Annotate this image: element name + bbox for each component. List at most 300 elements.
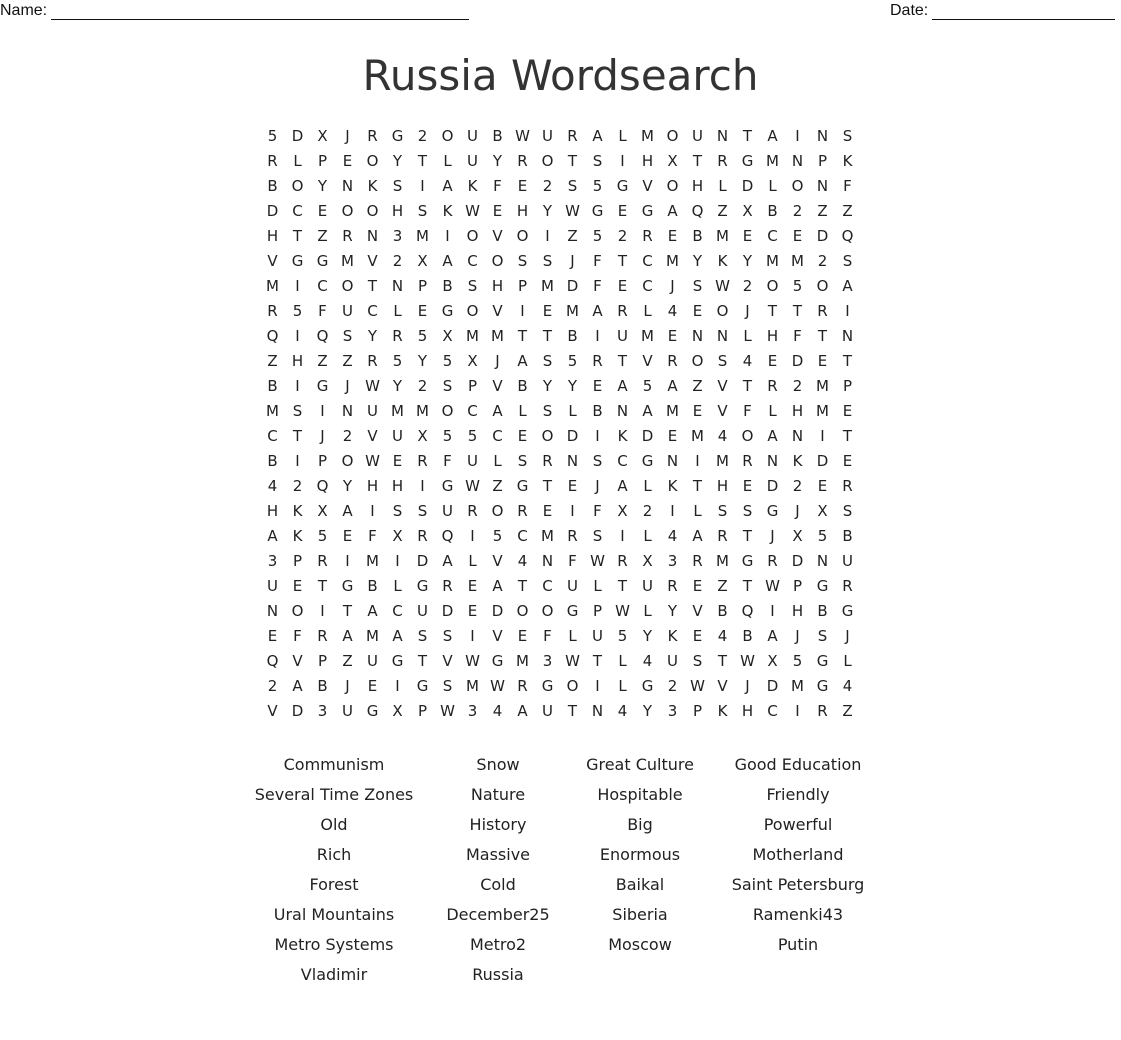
- grid-letter[interactable]: I: [820, 427, 825, 445]
- grid-letter[interactable]: C: [367, 302, 378, 320]
- grid-letter[interactable]: V: [492, 627, 503, 645]
- grid-letter[interactable]: L: [743, 327, 752, 345]
- grid-letter[interactable]: O: [516, 227, 529, 245]
- grid-letter[interactable]: V: [642, 352, 653, 370]
- grid-letter[interactable]: W: [565, 202, 580, 220]
- grid-letter[interactable]: V: [267, 252, 278, 270]
- grid-letter[interactable]: O: [341, 452, 354, 470]
- grid-letter[interactable]: X: [667, 152, 678, 170]
- grid-letter[interactable]: E: [542, 502, 553, 520]
- grid-letter[interactable]: O: [566, 677, 579, 695]
- grid-letter[interactable]: U: [467, 127, 478, 145]
- grid-letter[interactable]: O: [741, 427, 754, 445]
- grid-letter[interactable]: R: [267, 302, 278, 320]
- grid-letter[interactable]: P: [317, 152, 328, 170]
- grid-letter[interactable]: K: [792, 452, 803, 470]
- grid-letter[interactable]: 2: [617, 227, 628, 245]
- grid-letter[interactable]: G: [816, 577, 829, 595]
- grid-letter[interactable]: O: [541, 152, 554, 170]
- grid-letter[interactable]: 4: [517, 552, 528, 570]
- grid-letter[interactable]: S: [592, 152, 603, 170]
- grid-letter[interactable]: 5: [642, 377, 653, 395]
- grid-letter[interactable]: U: [267, 577, 278, 595]
- grid-letter[interactable]: X: [417, 427, 428, 445]
- grid-letter[interactable]: D: [816, 452, 829, 470]
- grid-letter[interactable]: O: [541, 427, 554, 445]
- grid-letter[interactable]: J: [345, 377, 350, 395]
- grid-letter[interactable]: Z: [492, 477, 503, 495]
- grid-letter[interactable]: C: [767, 227, 778, 245]
- grid-letter[interactable]: V: [492, 552, 503, 570]
- grid-letter[interactable]: I: [845, 302, 850, 320]
- grid-letter[interactable]: L: [568, 627, 577, 645]
- grid-letter[interactable]: N: [266, 602, 279, 620]
- grid-letter[interactable]: Y: [567, 377, 578, 395]
- grid-letter[interactable]: E: [842, 452, 853, 470]
- grid-letter[interactable]: R: [517, 152, 528, 170]
- grid-letter[interactable]: N: [816, 552, 829, 570]
- grid-letter[interactable]: P: [467, 377, 478, 395]
- date-blank-line[interactable]: [932, 2, 1115, 20]
- grid-letter[interactable]: A: [492, 402, 503, 420]
- grid-letter[interactable]: I: [395, 677, 400, 695]
- grid-letter[interactable]: 2: [667, 677, 678, 695]
- grid-letter[interactable]: I: [620, 152, 625, 170]
- grid-letter[interactable]: T: [767, 302, 778, 320]
- grid-letter[interactable]: 4: [667, 527, 678, 545]
- grid-letter[interactable]: S: [817, 627, 828, 645]
- grid-letter[interactable]: Z: [342, 352, 353, 370]
- grid-letter[interactable]: U: [342, 702, 353, 720]
- grid-letter[interactable]: V: [292, 652, 303, 670]
- grid-letter[interactable]: 5: [442, 427, 453, 445]
- grid-letter[interactable]: M: [666, 252, 679, 270]
- grid-letter[interactable]: S: [442, 377, 453, 395]
- grid-letter[interactable]: A: [342, 502, 353, 520]
- grid-letter[interactable]: K: [667, 477, 678, 495]
- grid-letter[interactable]: B: [317, 677, 328, 695]
- grid-letter[interactable]: O: [516, 602, 529, 620]
- grid-letter[interactable]: B: [367, 577, 378, 595]
- grid-letter[interactable]: S: [442, 677, 453, 695]
- grid-letter[interactable]: G: [341, 577, 354, 595]
- grid-letter[interactable]: B: [842, 527, 853, 545]
- grid-letter[interactable]: W: [440, 702, 455, 720]
- grid-letter[interactable]: V: [492, 302, 503, 320]
- grid-letter[interactable]: F: [443, 452, 452, 470]
- grid-letter[interactable]: E: [542, 302, 553, 320]
- grid-letter[interactable]: X: [767, 652, 778, 670]
- grid-letter[interactable]: H: [366, 477, 379, 495]
- grid-letter[interactable]: Y: [642, 702, 653, 720]
- grid-letter[interactable]: Z: [317, 352, 328, 370]
- grid-letter[interactable]: I: [545, 227, 550, 245]
- grid-letter[interactable]: 5: [792, 652, 803, 670]
- grid-letter[interactable]: D: [816, 227, 829, 245]
- grid-letter[interactable]: P: [517, 277, 528, 295]
- grid-letter[interactable]: R: [517, 677, 528, 695]
- grid-letter[interactable]: W: [615, 602, 630, 620]
- grid-letter[interactable]: 2: [742, 277, 753, 295]
- grid-letter[interactable]: U: [542, 127, 553, 145]
- grid-letter[interactable]: B: [692, 227, 703, 245]
- grid-letter[interactable]: G: [441, 477, 454, 495]
- grid-letter[interactable]: O: [366, 152, 379, 170]
- grid-letter[interactable]: J: [595, 477, 600, 495]
- grid-letter[interactable]: U: [367, 652, 378, 670]
- grid-letter[interactable]: B: [267, 177, 278, 195]
- grid-letter[interactable]: K: [292, 502, 303, 520]
- grid-letter[interactable]: P: [792, 577, 803, 595]
- grid-letter[interactable]: 2: [392, 252, 403, 270]
- grid-letter[interactable]: Y: [367, 327, 378, 345]
- grid-letter[interactable]: L: [643, 302, 652, 320]
- grid-letter[interactable]: R: [617, 302, 628, 320]
- grid-letter[interactable]: I: [795, 127, 800, 145]
- grid-letter[interactable]: G: [366, 702, 379, 720]
- grid-letter[interactable]: E: [692, 302, 703, 320]
- grid-letter[interactable]: K: [842, 152, 853, 170]
- grid-letter[interactable]: V: [492, 227, 503, 245]
- grid-letter[interactable]: P: [417, 277, 428, 295]
- grid-letter[interactable]: G: [316, 252, 329, 270]
- grid-letter[interactable]: 5: [392, 352, 403, 370]
- grid-letter[interactable]: R: [767, 377, 778, 395]
- grid-letter[interactable]: L: [568, 402, 577, 420]
- grid-letter[interactable]: R: [592, 352, 603, 370]
- grid-letter[interactable]: R: [617, 552, 628, 570]
- grid-letter[interactable]: O: [291, 602, 304, 620]
- grid-letter[interactable]: F: [843, 177, 852, 195]
- grid-letter[interactable]: T: [742, 577, 753, 595]
- grid-letter[interactable]: N: [841, 327, 854, 345]
- grid-letter[interactable]: S: [417, 627, 428, 645]
- grid-letter[interactable]: R: [567, 127, 578, 145]
- grid-letter[interactable]: O: [666, 177, 679, 195]
- grid-letter[interactable]: N: [391, 277, 404, 295]
- grid-letter[interactable]: X: [617, 502, 628, 520]
- grid-letter[interactable]: M: [516, 652, 529, 670]
- grid-letter[interactable]: B: [767, 202, 778, 220]
- grid-letter[interactable]: D: [491, 602, 504, 620]
- grid-letter[interactable]: O: [441, 402, 454, 420]
- grid-letter[interactable]: T: [367, 277, 378, 295]
- grid-letter[interactable]: G: [816, 677, 829, 695]
- grid-letter[interactable]: H: [516, 202, 529, 220]
- grid-letter[interactable]: J: [745, 677, 750, 695]
- grid-letter[interactable]: M: [341, 252, 354, 270]
- grid-letter[interactable]: S: [342, 327, 353, 345]
- grid-letter[interactable]: 3: [267, 552, 278, 570]
- grid-letter[interactable]: P: [317, 452, 328, 470]
- grid-letter[interactable]: T: [592, 652, 603, 670]
- grid-letter[interactable]: U: [467, 152, 478, 170]
- grid-letter[interactable]: L: [393, 302, 402, 320]
- grid-letter[interactable]: I: [595, 327, 600, 345]
- grid-letter[interactable]: T: [742, 377, 753, 395]
- grid-letter[interactable]: O: [341, 202, 354, 220]
- grid-letter[interactable]: W: [765, 577, 780, 595]
- grid-letter[interactable]: L: [843, 652, 852, 670]
- grid-letter[interactable]: N: [341, 177, 354, 195]
- grid-letter[interactable]: S: [692, 277, 703, 295]
- grid-letter[interactable]: W: [465, 477, 480, 495]
- grid-letter[interactable]: 5: [267, 127, 278, 145]
- grid-letter[interactable]: A: [517, 352, 528, 370]
- grid-letter[interactable]: V: [642, 177, 653, 195]
- grid-letter[interactable]: B: [742, 627, 753, 645]
- grid-letter[interactable]: T: [292, 227, 303, 245]
- grid-letter[interactable]: Z: [267, 352, 278, 370]
- grid-letter[interactable]: S: [467, 277, 478, 295]
- grid-letter[interactable]: G: [641, 677, 654, 695]
- grid-letter[interactable]: Y: [642, 627, 653, 645]
- grid-letter[interactable]: R: [817, 702, 828, 720]
- grid-letter[interactable]: E: [592, 377, 603, 395]
- grid-letter[interactable]: L: [643, 527, 652, 545]
- grid-letter[interactable]: L: [768, 177, 777, 195]
- grid-letter[interactable]: B: [717, 602, 728, 620]
- grid-letter[interactable]: O: [441, 127, 454, 145]
- grid-letter[interactable]: F: [593, 277, 602, 295]
- grid-letter[interactable]: E: [417, 302, 428, 320]
- grid-letter[interactable]: N: [816, 177, 829, 195]
- grid-letter[interactable]: 5: [592, 227, 603, 245]
- grid-letter[interactable]: U: [617, 327, 628, 345]
- grid-letter[interactable]: T: [792, 302, 803, 320]
- grid-letter[interactable]: T: [517, 327, 528, 345]
- grid-letter[interactable]: N: [791, 427, 804, 445]
- grid-letter[interactable]: D: [266, 202, 279, 220]
- grid-letter[interactable]: F: [293, 627, 302, 645]
- grid-letter[interactable]: M: [466, 677, 479, 695]
- grid-letter[interactable]: D: [766, 477, 779, 495]
- grid-letter[interactable]: U: [692, 127, 703, 145]
- grid-letter[interactable]: 4: [492, 702, 503, 720]
- grid-letter[interactable]: Z: [567, 227, 578, 245]
- grid-letter[interactable]: D: [641, 427, 654, 445]
- grid-letter[interactable]: N: [341, 402, 354, 420]
- grid-letter[interactable]: A: [267, 527, 278, 545]
- grid-letter[interactable]: K: [442, 202, 453, 220]
- grid-letter[interactable]: C: [767, 702, 778, 720]
- grid-letter[interactable]: H: [741, 702, 754, 720]
- grid-letter[interactable]: I: [445, 227, 450, 245]
- grid-letter[interactable]: M: [416, 402, 429, 420]
- grid-letter[interactable]: T: [742, 127, 753, 145]
- grid-letter[interactable]: E: [742, 227, 753, 245]
- grid-letter[interactable]: Z: [692, 377, 703, 395]
- grid-letter[interactable]: Z: [317, 227, 328, 245]
- grid-letter[interactable]: A: [342, 627, 353, 645]
- grid-letter[interactable]: I: [420, 177, 425, 195]
- grid-letter[interactable]: B: [817, 602, 828, 620]
- grid-letter[interactable]: A: [292, 677, 303, 695]
- grid-letter[interactable]: 2: [267, 677, 278, 695]
- grid-letter[interactable]: T: [292, 427, 303, 445]
- grid-letter[interactable]: X: [317, 127, 328, 145]
- grid-letter[interactable]: S: [517, 452, 528, 470]
- grid-letter[interactable]: G: [566, 602, 579, 620]
- grid-letter[interactable]: K: [717, 702, 728, 720]
- grid-letter[interactable]: N: [716, 327, 729, 345]
- grid-letter[interactable]: E: [517, 177, 528, 195]
- grid-letter[interactable]: C: [642, 252, 653, 270]
- grid-letter[interactable]: V: [367, 427, 378, 445]
- grid-letter[interactable]: B: [267, 452, 278, 470]
- grid-letter[interactable]: O: [541, 602, 554, 620]
- grid-letter[interactable]: G: [641, 202, 654, 220]
- grid-letter[interactable]: G: [416, 577, 429, 595]
- grid-letter[interactable]: Q: [266, 652, 279, 670]
- grid-letter[interactable]: P: [292, 552, 303, 570]
- grid-letter[interactable]: A: [692, 527, 703, 545]
- grid-letter[interactable]: R: [367, 352, 378, 370]
- grid-letter[interactable]: T: [817, 327, 828, 345]
- grid-letter[interactable]: 5: [592, 177, 603, 195]
- grid-letter[interactable]: H: [791, 602, 804, 620]
- grid-letter[interactable]: R: [317, 627, 328, 645]
- grid-letter[interactable]: G: [816, 652, 829, 670]
- grid-letter[interactable]: 4: [667, 302, 678, 320]
- grid-letter[interactable]: F: [543, 627, 552, 645]
- grid-letter[interactable]: 2: [642, 502, 653, 520]
- grid-letter[interactable]: G: [391, 652, 404, 670]
- grid-letter[interactable]: S: [692, 652, 703, 670]
- grid-letter[interactable]: K: [467, 177, 478, 195]
- grid-letter[interactable]: W: [465, 652, 480, 670]
- grid-letter[interactable]: E: [667, 227, 678, 245]
- grid-letter[interactable]: M: [466, 327, 479, 345]
- grid-letter[interactable]: E: [517, 427, 528, 445]
- grid-letter[interactable]: I: [570, 502, 575, 520]
- grid-letter[interactable]: R: [442, 577, 453, 595]
- grid-letter[interactable]: Z: [842, 202, 853, 220]
- grid-letter[interactable]: E: [842, 402, 853, 420]
- grid-letter[interactable]: Y: [692, 252, 703, 270]
- grid-letter[interactable]: F: [593, 252, 602, 270]
- grid-letter[interactable]: M: [641, 327, 654, 345]
- grid-letter[interactable]: N: [366, 227, 379, 245]
- grid-letter[interactable]: J: [345, 127, 350, 145]
- grid-letter[interactable]: N: [716, 127, 729, 145]
- grid-letter[interactable]: M: [791, 677, 804, 695]
- grid-letter[interactable]: L: [393, 577, 402, 595]
- grid-letter[interactable]: D: [566, 277, 579, 295]
- grid-letter[interactable]: H: [266, 502, 279, 520]
- grid-letter[interactable]: I: [295, 377, 300, 395]
- grid-letter[interactable]: Y: [492, 152, 503, 170]
- grid-letter[interactable]: 2: [292, 477, 303, 495]
- grid-letter[interactable]: A: [442, 252, 453, 270]
- grid-letter[interactable]: W: [715, 277, 730, 295]
- grid-letter[interactable]: G: [441, 302, 454, 320]
- grid-letter[interactable]: B: [442, 277, 453, 295]
- grid-letter[interactable]: S: [542, 352, 553, 370]
- grid-letter[interactable]: S: [442, 627, 453, 645]
- grid-letter[interactable]: R: [417, 527, 428, 545]
- grid-letter[interactable]: G: [391, 127, 404, 145]
- grid-letter[interactable]: R: [542, 452, 553, 470]
- grid-letter[interactable]: U: [592, 627, 603, 645]
- grid-letter[interactable]: T: [542, 477, 553, 495]
- grid-letter[interactable]: M: [816, 377, 829, 395]
- grid-letter[interactable]: V: [717, 677, 728, 695]
- grid-letter[interactable]: M: [541, 277, 554, 295]
- grid-letter[interactable]: X: [642, 552, 653, 570]
- grid-letter[interactable]: F: [318, 302, 327, 320]
- grid-letter[interactable]: 5: [617, 627, 628, 645]
- grid-letter[interactable]: L: [768, 402, 777, 420]
- grid-letter[interactable]: 5: [492, 527, 503, 545]
- grid-letter[interactable]: E: [692, 627, 703, 645]
- grid-letter[interactable]: M: [766, 252, 779, 270]
- grid-letter[interactable]: C: [517, 527, 528, 545]
- grid-letter[interactable]: A: [392, 627, 403, 645]
- grid-letter[interactable]: Z: [842, 702, 853, 720]
- grid-letter[interactable]: G: [741, 552, 754, 570]
- grid-letter[interactable]: W: [365, 452, 380, 470]
- grid-letter[interactable]: L: [693, 502, 702, 520]
- grid-letter[interactable]: U: [367, 402, 378, 420]
- grid-letter[interactable]: O: [466, 227, 479, 245]
- grid-letter[interactable]: O: [491, 502, 504, 520]
- grid-letter[interactable]: Y: [542, 377, 553, 395]
- grid-letter[interactable]: N: [616, 402, 629, 420]
- grid-letter[interactable]: U: [392, 427, 403, 445]
- grid-letter[interactable]: Q: [266, 327, 279, 345]
- grid-letter[interactable]: H: [491, 277, 504, 295]
- grid-letter[interactable]: B: [492, 127, 503, 145]
- grid-letter[interactable]: O: [366, 202, 379, 220]
- grid-letter[interactable]: T: [417, 652, 428, 670]
- grid-letter[interactable]: A: [592, 302, 603, 320]
- grid-letter[interactable]: H: [391, 202, 404, 220]
- grid-letter[interactable]: H: [766, 327, 779, 345]
- grid-letter[interactable]: O: [716, 302, 729, 320]
- grid-letter[interactable]: L: [518, 402, 527, 420]
- grid-letter[interactable]: O: [816, 277, 829, 295]
- grid-letter[interactable]: P: [317, 652, 328, 670]
- grid-letter[interactable]: R: [817, 302, 828, 320]
- grid-letter[interactable]: C: [642, 277, 653, 295]
- grid-letter[interactable]: C: [542, 577, 553, 595]
- grid-letter[interactable]: J: [320, 427, 325, 445]
- grid-letter[interactable]: R: [667, 577, 678, 595]
- grid-letter[interactable]: V: [717, 402, 728, 420]
- grid-letter[interactable]: S: [392, 502, 403, 520]
- grid-letter[interactable]: T: [317, 577, 328, 595]
- grid-letter[interactable]: R: [567, 527, 578, 545]
- grid-letter[interactable]: M: [366, 552, 379, 570]
- grid-letter[interactable]: E: [767, 352, 778, 370]
- grid-letter[interactable]: H: [266, 227, 279, 245]
- grid-letter[interactable]: C: [467, 402, 478, 420]
- grid-letter[interactable]: I: [620, 527, 625, 545]
- grid-letter[interactable]: 5: [292, 302, 303, 320]
- grid-letter[interactable]: H: [691, 177, 704, 195]
- grid-letter[interactable]: O: [766, 277, 779, 295]
- grid-letter[interactable]: I: [770, 602, 775, 620]
- grid-letter[interactable]: J: [745, 302, 750, 320]
- grid-letter[interactable]: S: [517, 252, 528, 270]
- grid-letter[interactable]: I: [695, 452, 700, 470]
- grid-letter[interactable]: L: [618, 652, 627, 670]
- grid-letter[interactable]: R: [642, 227, 653, 245]
- grid-letter[interactable]: V: [717, 377, 728, 395]
- grid-letter[interactable]: K: [367, 177, 378, 195]
- grid-letter[interactable]: T: [567, 702, 578, 720]
